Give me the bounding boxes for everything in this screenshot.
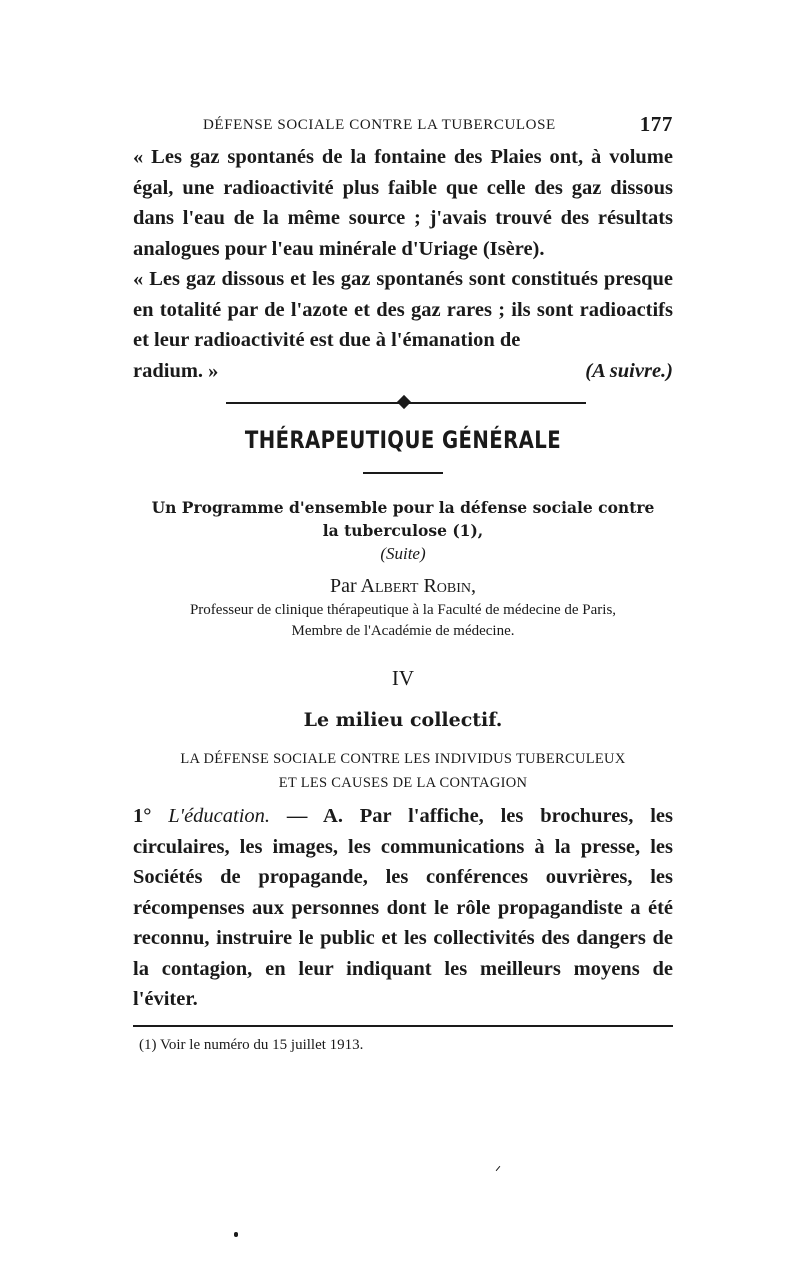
chapter-subheading-line-1: LA DÉFENSE SOCIALE CONTRE LES INDIVIDUS TUBERCULEUX [180, 751, 626, 767]
quote-paragraph-1: « Les gaz spontanés de la fontaine des Plaies ont, à volume égal, une radioactivité plus faible que celle des gaz dissous dans l'eau de la même source ; j'avais trouvé des résultats analogues pour l'eau minérale d'Uriage (Isère). [133, 146, 673, 260]
paragraph-text: — A. Par l'affiche, les brochures, les circulaires, les images, les communications à la presse, les Sociétés de propagande, les conférences ouvrières, les récompenses aux personnes dont le rôle propagandiste a été reconnu, instruire le public et les collectivités des dangers de la contagion, en leur indiquant les meilleurs moyens de l'éviter. [133, 805, 674, 1010]
quote-paragraph-2: « Les gaz dissous et les gaz spontanés sont constitués presque en totalité par de l'azote et des gaz rares ; ils sont radioactifs et leur radioactivité est due à l'émanation de [133, 268, 673, 351]
book-page [133, 112, 673, 1054]
footnote-rule [133, 1025, 673, 1027]
page-number: 177 [639, 112, 673, 136]
chapter-subheading-line-2: ET LES CAUSES DE LA CONTAGION [278, 775, 528, 791]
paragraph-number: 1° [133, 805, 152, 827]
paper-speck [496, 1166, 501, 1171]
paper-speck [234, 1232, 238, 1237]
article-title-line-2: la tuberculose (1), [322, 521, 484, 540]
running-title: DÉFENSE SOCIALE CONTRE LA TUBERCULOSE [203, 117, 556, 133]
chapter-number: IV [391, 666, 415, 690]
article-author [133, 572, 673, 600]
author-prefix: Par [329, 575, 357, 597]
paragraph-heading: L'éducation. [168, 805, 271, 827]
footnote: (1) Voir le numéro du 15 juillet 1913. [139, 1036, 364, 1053]
article-title [133, 496, 673, 542]
quote-closing-line [133, 356, 673, 387]
section-title: THÉRAPEUTIQUE GÉNÉRALE [244, 426, 562, 454]
section-rule [363, 472, 443, 474]
article-title-line-1: Un Programme d'ensemble pour la défense sociale contre [151, 498, 655, 517]
author-name: Albert Robin, [360, 575, 477, 597]
continued-note: (A suivre.) [585, 359, 673, 382]
article-suite: (Suite) [380, 544, 426, 563]
author-affiliation-2: Membre de l'Académie de médecine. [291, 623, 515, 639]
author-affiliation-1: Professeur de clinique thérapeutique à la Faculté de médecine de Paris, [189, 602, 617, 618]
diamond-ornament-icon [397, 395, 411, 409]
running-head [133, 112, 673, 142]
education-paragraph [133, 801, 673, 1015]
chapter-title: Le milieu collectif. [303, 709, 503, 731]
ornament-divider [133, 386, 673, 416]
quote-paragraph-2-end: radium. » [133, 359, 219, 382]
chapter-subheading [133, 747, 673, 795]
